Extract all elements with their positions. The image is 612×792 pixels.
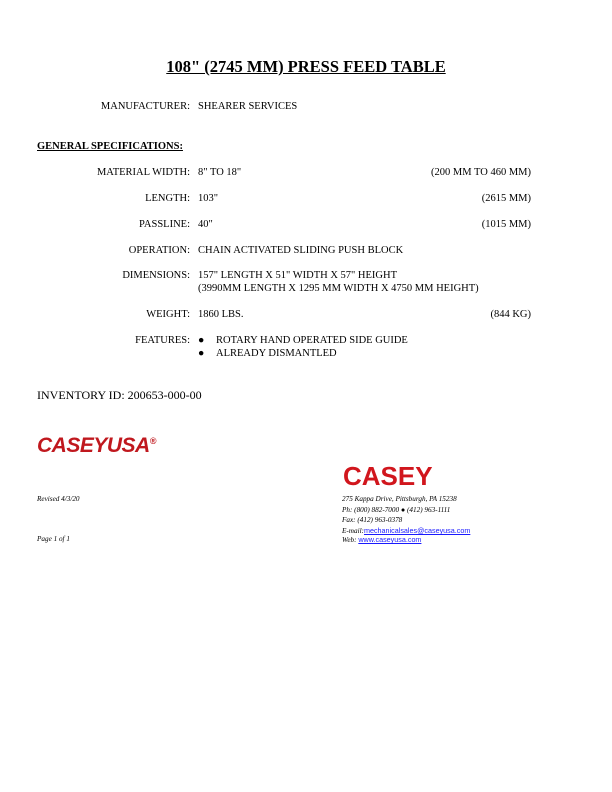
dimensions-label: DIMENSIONS:: [122, 270, 190, 281]
email-line: [342, 526, 470, 535]
bullet-icon: ●: [198, 348, 205, 359]
feature-item: [198, 335, 408, 346]
length-metric: (2615 MM): [481, 193, 531, 204]
email-link[interactable]: mechanicalsales@caseyusa.com: [363, 526, 471, 535]
dimensions-value-metric: (3990MM LENGTH X 1295 MM WIDTH X 4750 MM HEIGHT): [198, 283, 479, 294]
passline-label: PASSLINE:: [139, 219, 190, 230]
weight-metric: (844 KG): [490, 309, 531, 320]
registered-mark: ®: [149, 436, 156, 446]
passline-metric: (1015 MM): [481, 219, 531, 230]
feature-text: ROTARY HAND OPERATED SIDE GUIDE: [216, 335, 408, 346]
passline-value: 40": [198, 219, 213, 230]
length-value: 103": [198, 193, 219, 204]
features-label: FEATURES:: [135, 335, 190, 346]
bullet-icon: ●: [198, 335, 205, 346]
web-label: Web:: [342, 536, 357, 544]
material-width-label: MATERIAL WIDTH:: [96, 167, 190, 178]
weight-label: WEIGHT:: [146, 309, 190, 320]
email-label: E-mail:: [342, 527, 364, 535]
material-width-value: 8" TO 18": [198, 167, 242, 178]
dimensions-value: 157" LENGTH X 51" WIDTH X 57" HEIGHT: [198, 270, 398, 281]
operation-value: CHAIN ACTIVATED SLIDING PUSH BLOCK: [198, 245, 404, 256]
manufacturer-label: MANUFACTURER:: [100, 101, 190, 112]
casey-brand: CASEY: [343, 461, 433, 491]
operation-label: OPERATION:: [128, 245, 190, 256]
caseyusa-logo: [37, 434, 156, 458]
inventory-id: INVENTORY ID: 200653-000-00: [37, 388, 202, 402]
revised-date: Revised 4/3/20: [37, 495, 80, 503]
page-number: Page 1 of 1: [37, 535, 70, 543]
fax: Fax: (412) 963-0378: [342, 516, 403, 524]
length-label: LENGTH:: [145, 193, 190, 204]
feature-item: [198, 348, 337, 359]
address: 275 Kappa Drive, Pittsburgh, PA 15238: [342, 495, 457, 503]
web-link[interactable]: www.caseyusa.com: [358, 535, 422, 544]
feature-text: ALREADY DISMANTLED: [216, 348, 337, 359]
logo-text: CASEYUSA: [37, 434, 150, 457]
phone: Ph: (800) 882-7000 ● (412) 963-1111: [342, 506, 451, 514]
web-line: [342, 535, 421, 544]
page-title: 108" (2745 MM) PRESS FEED TABLE: [166, 57, 446, 76]
manufacturer-value: SHEARER SERVICES: [198, 101, 298, 112]
material-width-metric: (200 MM TO 460 MM): [431, 167, 531, 178]
section-heading: GENERAL SPECIFICATIONS:: [37, 141, 183, 152]
weight-value: 1860 LBS.: [198, 309, 244, 320]
